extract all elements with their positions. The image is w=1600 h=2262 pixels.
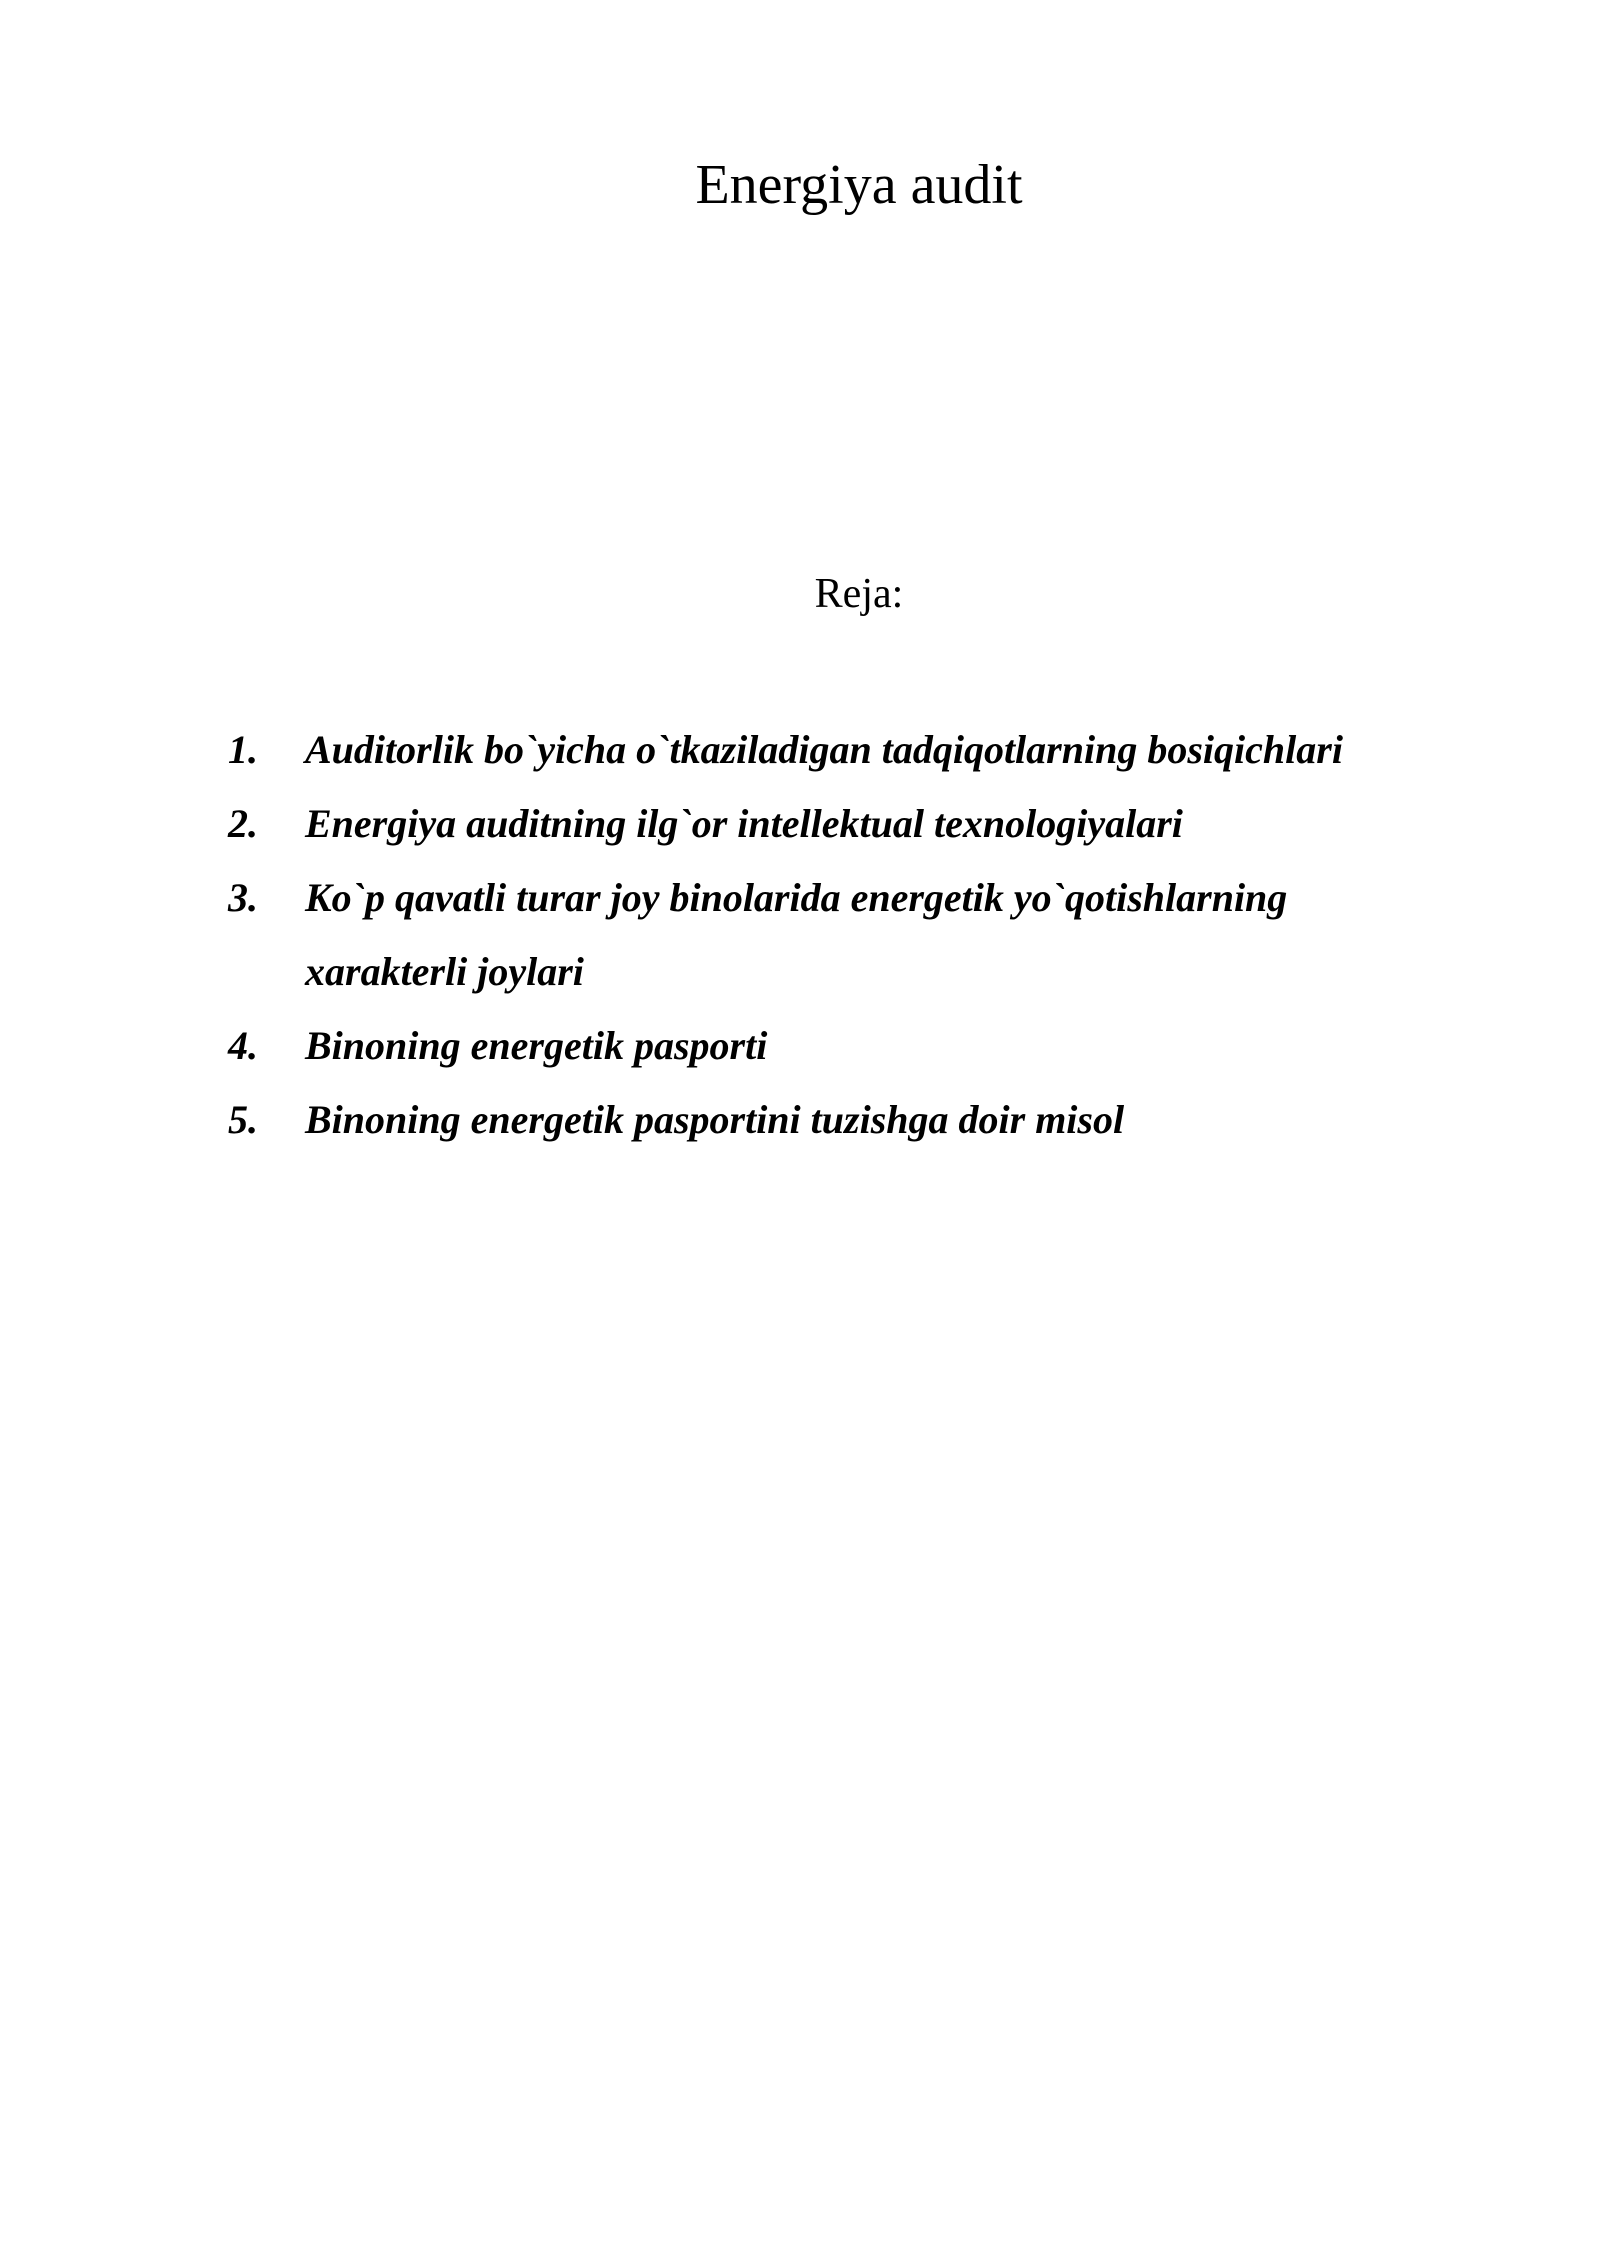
plan-item [0, 787, 1600, 861]
plan-item [0, 861, 1600, 1009]
plan-item [0, 1009, 1600, 1083]
plan-list [0, 713, 1600, 1157]
plan-item-number: 5. [228, 1097, 258, 1142]
plan-item-text: Auditorlik bo`yicha o`tkaziladigan tadqiqotlarning bosiqichlari [305, 727, 1343, 772]
plan-item-number: 3. [228, 875, 258, 920]
plan-item-text: Binoning energetik pasporti [305, 1023, 768, 1068]
plan-heading-area [0, 0, 1600, 700]
document-title: Energiya audit [695, 154, 1023, 216]
plan-item-text: Ko`p qavatli turar joy binolarida energetik yo`qotishlarning xarakterli joylari [305, 875, 1288, 994]
plan-heading: Reja: [814, 571, 904, 617]
plan-item [0, 1083, 1600, 1157]
plan-item-number: 2. [228, 801, 258, 846]
plan-item-number: 4. [228, 1023, 258, 1068]
plan-item [0, 713, 1600, 787]
plan-item-text: Energiya auditning ilg`or intellektual texnologiyalari [305, 801, 1183, 846]
plan-item-text: Binoning energetik pasportini tuzishga doir misol [305, 1097, 1125, 1142]
plan-item-number: 1. [228, 727, 258, 772]
